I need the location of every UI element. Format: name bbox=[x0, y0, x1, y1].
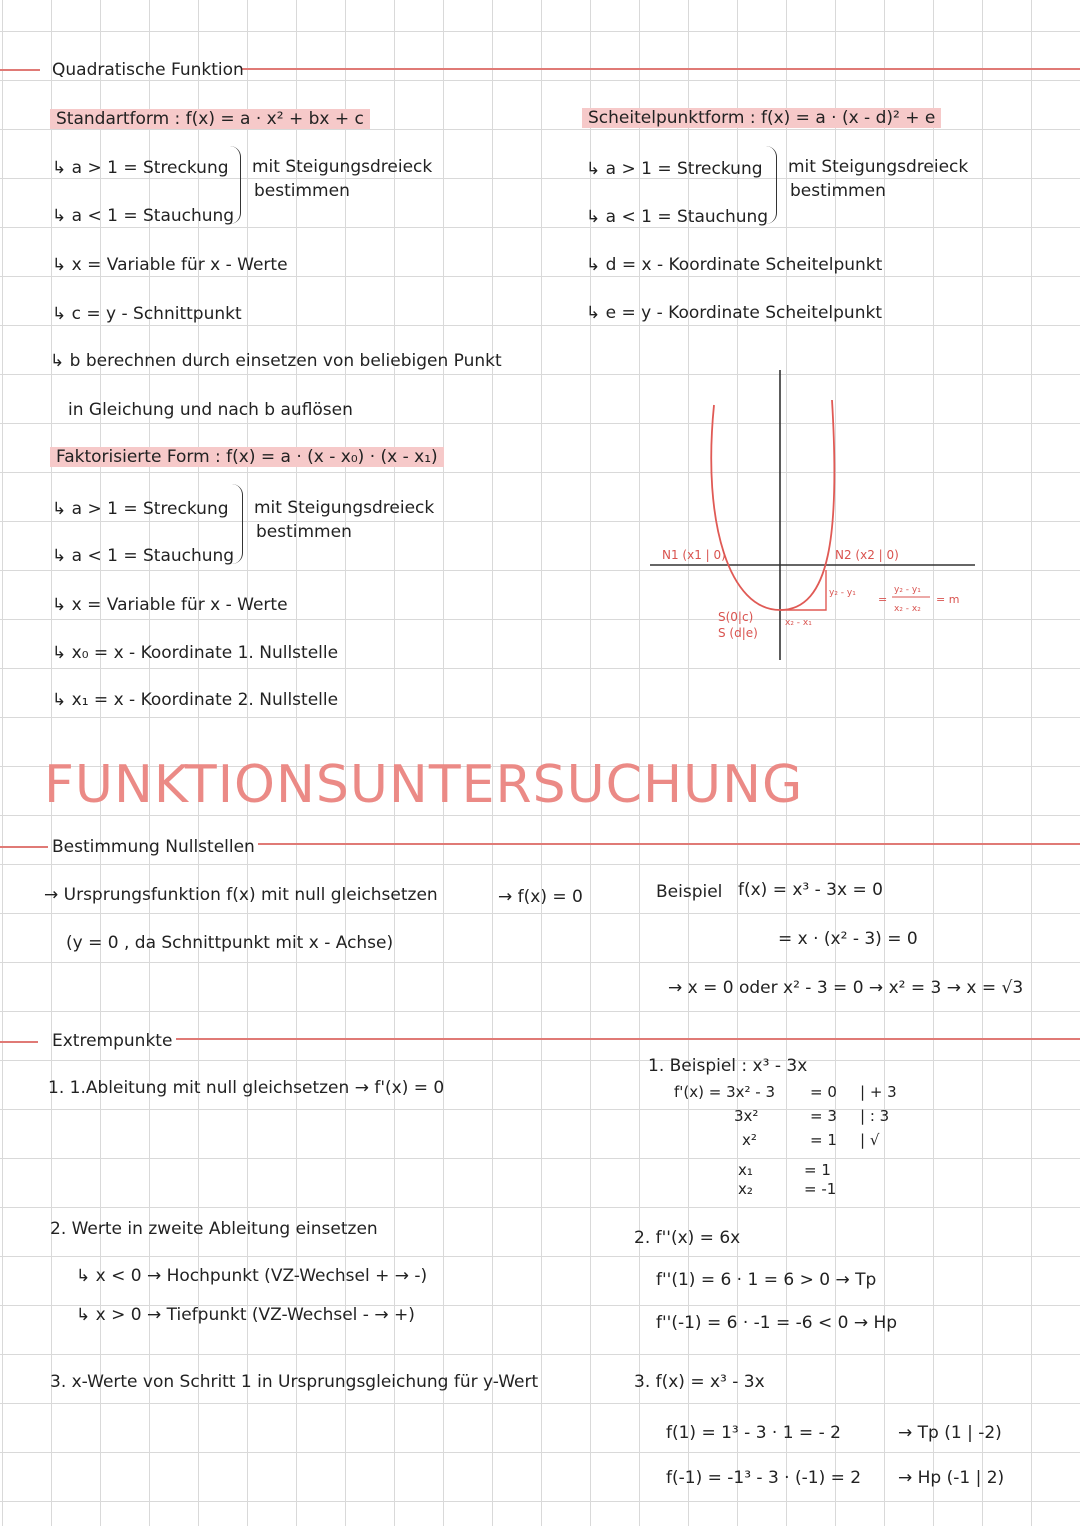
ex1-row-2-lhs: 3x² bbox=[734, 1107, 759, 1125]
extrem-title: Extrempunkte bbox=[52, 1031, 173, 1051]
ex1-row-4-eq: = 1 bbox=[804, 1161, 831, 1179]
standard-brace bbox=[230, 146, 241, 224]
ex1-row-5-lhs: x₂ bbox=[738, 1180, 753, 1198]
extrem-example-3-line-2: f(-1) = -1³ - 3 · (-1) = 2 bbox=[666, 1468, 862, 1488]
factored-a-lt: ↳ a < 1 = Stauchung bbox=[52, 546, 235, 566]
vertex-e: ↳ e = y - Koordinate Scheitelpunkt bbox=[586, 303, 882, 323]
factored-brace-text-1: mit Steigungsdreieck bbox=[254, 498, 435, 518]
nullstellen-rule-left bbox=[0, 846, 48, 848]
standard-a-lt: ↳ a < 1 = Stauchung bbox=[52, 206, 235, 226]
extrem-rule-left bbox=[0, 1041, 38, 1043]
extrem-example-2-line-1: f''(1) = 6 · 1 = 6 > 0 → Tp bbox=[656, 1270, 877, 1290]
nullstellen-example-eq-3: → x = 0 oder x² - 3 = 0 → x² = 3 → x = √3 bbox=[668, 978, 1024, 998]
factored-a-gt: ↳ a > 1 = Streckung bbox=[52, 499, 229, 519]
extrem-example-3-title: 3. f(x) = x³ - 3x bbox=[634, 1372, 765, 1392]
ex1-row-3-op: | √ bbox=[860, 1131, 880, 1149]
standard-brace-text-1: mit Steigungsdreieck bbox=[252, 157, 433, 177]
nullstellen-rule-right bbox=[258, 843, 1080, 845]
factored-brace bbox=[232, 484, 243, 564]
slope-m: = m bbox=[936, 593, 960, 606]
standard-a-gt: ↳ a > 1 = Streckung bbox=[52, 158, 229, 178]
parabola-curve bbox=[711, 400, 834, 610]
extrem-step-2a: ↳ x < 0 → Hochpunkt (VZ-Wechsel + → -) bbox=[76, 1266, 428, 1286]
vertex-brace bbox=[766, 146, 777, 224]
ex1-row-4-lhs: x₁ bbox=[738, 1161, 753, 1179]
vertex-d: ↳ d = x - Koordinate Scheitelpunkt bbox=[586, 255, 883, 275]
standard-b-line-2: in Gleichung und nach b auflösen bbox=[68, 400, 353, 420]
extrem-example-1-title: 1. Beispiel : x³ - 3x bbox=[648, 1056, 808, 1076]
slope-numerator: y₂ - y₁ bbox=[894, 585, 921, 595]
vertex-brace-text-1: mit Steigungsdreieck bbox=[788, 157, 969, 177]
extrem-example-3-line-1-result: → Tp (1 | -2) bbox=[898, 1423, 1002, 1443]
vertex-a-gt: ↳ a > 1 = Streckung bbox=[586, 159, 763, 179]
slope-eq-sign: = bbox=[878, 593, 888, 606]
slope-triangle bbox=[780, 570, 826, 610]
nullstellen-line-1: → Ursprungsfunktion f(x) mit null gleichsetzen bbox=[44, 885, 438, 905]
ex1-row-1-eq: = 0 bbox=[810, 1083, 837, 1101]
extrem-step-2: 2. Werte in zweite Ableitung einsetzen bbox=[50, 1219, 378, 1239]
nullstellen-line-2: (y = 0 , da Schnittpunkt mit x - Achse) bbox=[66, 933, 394, 953]
ex1-row-5-eq: = -1 bbox=[804, 1180, 837, 1198]
vertex-a-lt: ↳ a < 1 = Stauchung bbox=[586, 207, 769, 227]
slope-denominator: x₂ - x₂ bbox=[894, 604, 921, 614]
extrem-rule-right bbox=[176, 1038, 1080, 1040]
extrem-step-1: 1. 1.Ableitung mit null gleichsetzen → f'(x) = 0 bbox=[48, 1078, 445, 1098]
vertex-label-1: S(0|c) bbox=[718, 610, 754, 624]
dy-label: y₂ - y₁ bbox=[829, 588, 856, 598]
extrem-example-2-line-2: f''(-1) = 6 · -1 = -6 < 0 → Hp bbox=[656, 1313, 898, 1333]
ex1-row-3-lhs: x² bbox=[742, 1131, 757, 1149]
standard-b-line-1: ↳ b berechnen durch einsetzen von beliebigen Punkt bbox=[50, 351, 502, 371]
factored-x: ↳ x = Variable für x - Werte bbox=[52, 595, 288, 615]
ex1-row-2-eq: = 3 bbox=[810, 1107, 837, 1125]
title-rule-left bbox=[0, 69, 40, 71]
ex1-row-1-op: | + 3 bbox=[860, 1083, 897, 1101]
title-rule-right bbox=[242, 68, 1080, 70]
vertex-form-label: Scheitelpunktform : f(x) = a · (x - d)² + e bbox=[582, 108, 941, 128]
nullstellen-example-eq-1: f(x) = x³ - 3x = 0 bbox=[738, 880, 883, 900]
extrem-example-2-title: 2. f''(x) = 6x bbox=[634, 1228, 741, 1248]
ex1-row-1-lhs: f'(x) = 3x² - 3 bbox=[674, 1083, 776, 1101]
extrem-step-2b: ↳ x > 0 → Tiefpunkt (VZ-Wechsel - → +) bbox=[76, 1305, 415, 1325]
nullstellen-example-eq-2: = x · (x² - 3) = 0 bbox=[778, 929, 918, 949]
standard-brace-text-2: bestimmen bbox=[254, 181, 350, 201]
section-title-quadratic: Quadratische Funktion bbox=[52, 60, 244, 80]
vertex-brace-text-2: bestimmen bbox=[790, 181, 886, 201]
main-heading: FUNKTIONSUNTERSUCHUNG bbox=[44, 755, 804, 815]
factored-brace-text-2: bestimmen bbox=[256, 522, 352, 542]
factored-x0: ↳ x₀ = x - Koordinate 1. Nullstelle bbox=[52, 643, 339, 663]
dx-label: x₂ - x₁ bbox=[785, 618, 812, 628]
n2-label: N2 (x2 | 0) bbox=[835, 548, 899, 562]
standard-c: ↳ c = y - Schnittpunkt bbox=[52, 304, 242, 324]
vertex-label-2: S (d|e) bbox=[718, 626, 758, 640]
factored-form-label: Faktorisierte Form : f(x) = a · (x - x₀) · (x - x₁) bbox=[50, 447, 444, 467]
n1-label: N1 (x1 | 0) bbox=[662, 548, 726, 562]
extrem-example-3-line-1: f(1) = 1³ - 3 · 1 = - 2 bbox=[666, 1423, 841, 1443]
nullstellen-example-label: Beispiel bbox=[656, 882, 723, 902]
extrem-example-3-line-2-result: → Hp (-1 | 2) bbox=[898, 1468, 1005, 1488]
nullstellen-title: Bestimmung Nullstellen bbox=[52, 837, 255, 857]
parabola-sketch bbox=[640, 365, 980, 665]
extrem-step-3: 3. x-Werte von Schritt 1 in Ursprungsgleichung für y-Wert bbox=[50, 1372, 539, 1392]
standard-form-label: Standartform : f(x) = a · x² + bx + c bbox=[50, 109, 370, 129]
ex1-row-2-op: | : 3 bbox=[860, 1107, 890, 1125]
standard-x: ↳ x = Variable für x - Werte bbox=[52, 255, 288, 275]
nullstellen-line-1-result: → f(x) = 0 bbox=[498, 887, 583, 907]
factored-x1: ↳ x₁ = x - Koordinate 2. Nullstelle bbox=[52, 690, 339, 710]
ex1-row-3-eq: = 1 bbox=[810, 1131, 837, 1149]
